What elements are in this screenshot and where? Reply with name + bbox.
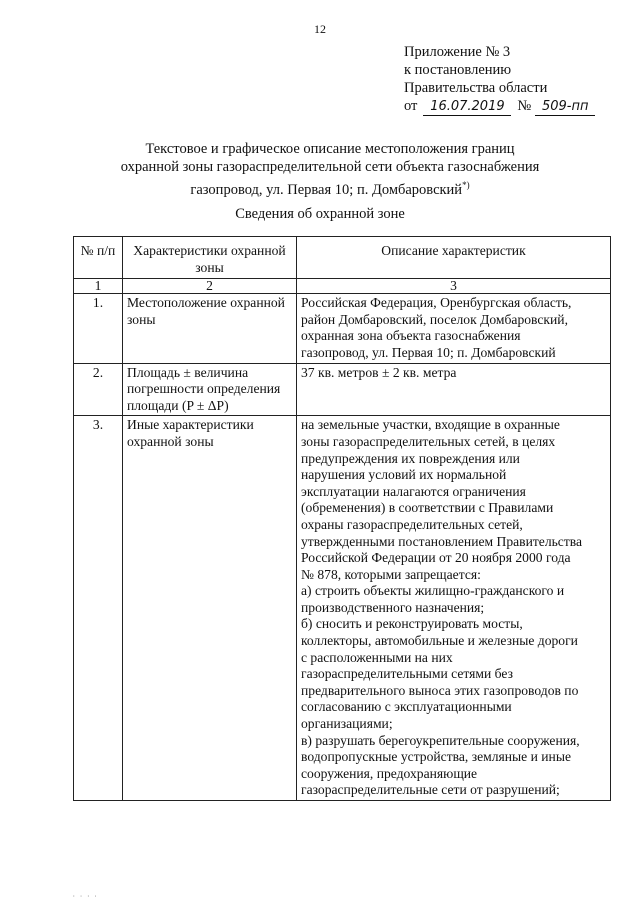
document-title (60, 140, 600, 199)
title-line: Текстовое и графическое описание местоположения границ (145, 141, 515, 157)
appendix-line: Приложение № 3 (404, 44, 511, 60)
table-row (74, 363, 611, 416)
table-row (74, 416, 611, 801)
description-line: предупреждения их повреждения или (301, 450, 520, 466)
footnote-mark: *) (462, 180, 470, 190)
description-line: б) сносить и реконструировать мосты, (301, 616, 523, 632)
handwritten-number: 509-пп (535, 99, 595, 116)
description-line: с расположенными на них (301, 649, 453, 665)
page-number: 12 (314, 22, 326, 36)
description-line: зоны газораспределительных сетей, в целях (301, 433, 556, 449)
description-line: Российская Федерация, Оренбургская область, (301, 295, 572, 311)
title-line: газопровод, ул. Первая 10; п. Домбаровский (190, 181, 463, 198)
description-line: на земельные участки, входящие в охранные (301, 417, 560, 433)
description-line: а) строить объекты жилищно-гражданского и (301, 583, 565, 599)
description-line: согласованию с эксплуатационными (301, 699, 512, 715)
number-label: № (517, 98, 532, 114)
appendix-block (404, 43, 634, 116)
scan-artifact: · · · · (72, 893, 98, 900)
row-description (297, 294, 611, 363)
description-line: водопропускные устройства, земляные и иные (301, 749, 571, 765)
row-characteristic: Площадь ± величина погрешности определения площади (P ± ΔP) (123, 363, 297, 416)
description-line: эксплуатации налагаются ограничения (301, 483, 526, 499)
description-line: в) разрушать берегоукрепительные сооружения, (301, 732, 580, 748)
handwritten-date: 16.07.2019 (423, 99, 511, 116)
table-header-row (74, 237, 611, 279)
description-line: газопровод, ул. Первая 10; п. Домбаровский (301, 344, 556, 360)
column-index: 1 (74, 279, 123, 294)
column-index-row (74, 279, 611, 294)
header-number: № п/п (74, 237, 123, 279)
description-line: организациями; (301, 716, 393, 732)
description-line: газораспределительные сети от разрушений; (301, 782, 560, 798)
row-number: 2. (74, 363, 123, 416)
description-line: предварительного выноса этих газопроводов по (301, 682, 579, 698)
appendix-line: Правительства области (404, 80, 548, 96)
description-line: утвержденными постановлением Правительства (301, 533, 583, 549)
description-line: охранная зона объекта газоснабжения (301, 328, 521, 344)
description-line: производственного назначения; (301, 599, 485, 615)
from-label: от (404, 98, 418, 114)
header-description: Описание характеристик (297, 237, 611, 279)
column-index: 3 (297, 279, 611, 294)
description-line: № 878, которыми запрещается: (301, 566, 481, 582)
header-characteristics: Характеристики охранной зоны (123, 237, 297, 279)
title-line-3 (60, 176, 600, 199)
appendix-line: к постановлению (404, 62, 512, 78)
resolution-date-line (404, 97, 634, 116)
row-description (297, 416, 611, 801)
title-line: охранной зоны газораспределительной сети объекта газоснабжения (120, 159, 540, 175)
description-line: нарушения условий их нормальной (301, 467, 507, 483)
column-index: 2 (123, 279, 297, 294)
description-line: 37 кв. метров ± 2 кв. метра (301, 364, 457, 380)
row-number: 1. (74, 294, 123, 363)
row-characteristic: Иные характеристики охранной зоны (123, 416, 297, 801)
row-characteristic: Местоположение охранной зоны (123, 294, 297, 363)
description-line: коллекторы, автомобильные и железные дороги (301, 633, 578, 649)
description-line: сооружения, предохраняющие (301, 765, 478, 781)
zone-info-table (73, 236, 611, 801)
row-number: 3. (74, 416, 123, 801)
section-subtitle: Сведения об охранной зоне (235, 206, 405, 222)
table-row (74, 294, 611, 363)
description-line: охраны газораспределительных сетей, (301, 516, 523, 532)
description-line: Российской Федерации от 20 ноября 2000 года (301, 550, 571, 566)
description-line: газораспределительными сетями без (301, 666, 513, 682)
description-line: (обременения) в соответствии с Правилами (301, 500, 554, 516)
row-description (297, 363, 611, 416)
description-line: район Домбаровский, поселок Домбаровский, (301, 311, 568, 327)
